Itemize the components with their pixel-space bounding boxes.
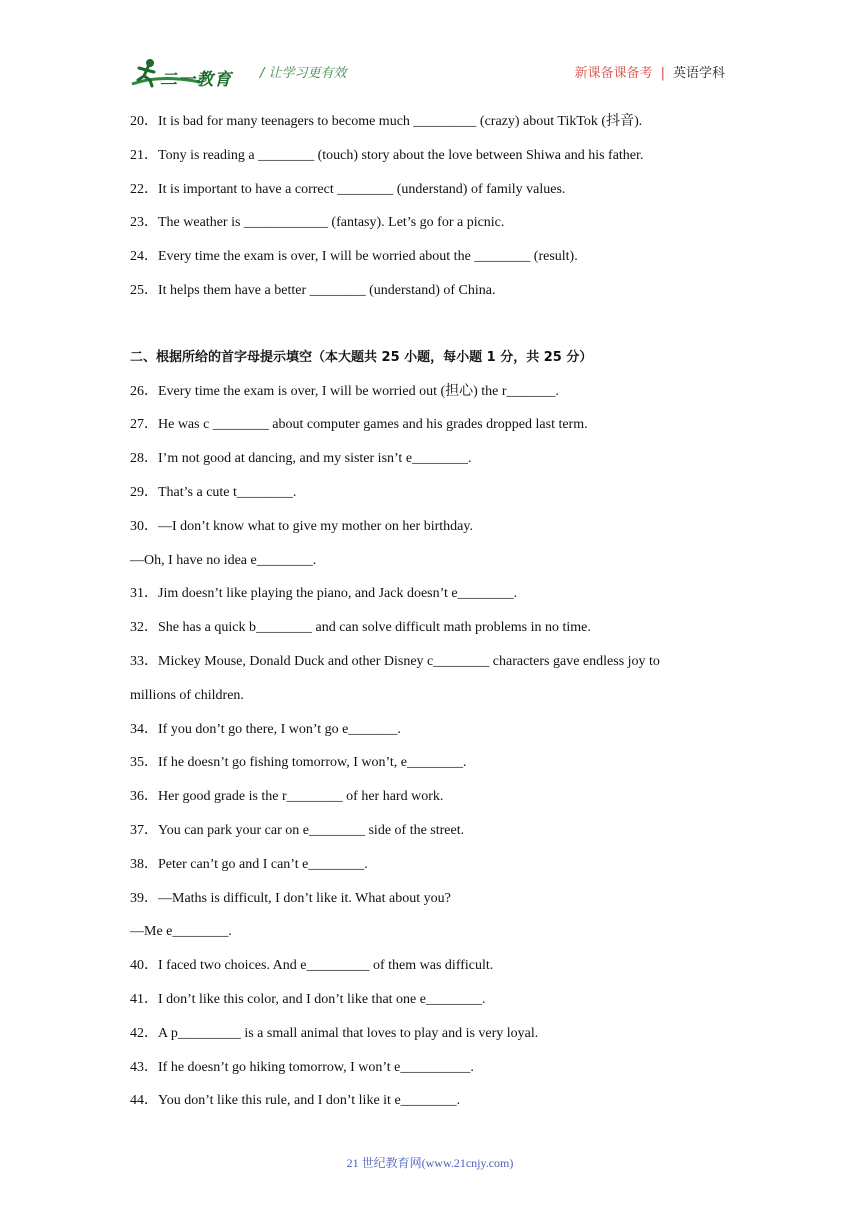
question-line: 25．It helps them have a better ________ (understand) of China.	[130, 282, 496, 298]
question-line: 39．—Maths is difficult, I don’t like it. What about you?	[130, 890, 451, 906]
question-line: 29．That’s a cute t________.	[130, 484, 297, 500]
question-line: 28．I’m not good at dancing, and my sister isn’t e________.	[130, 451, 472, 467]
logo	[130, 56, 242, 90]
section-title: 二、根据所给的首字母提示填空（本大题共 25 小题，每小题 1 分，共 25 分）	[130, 349, 593, 365]
page-header	[130, 52, 725, 92]
question-line: 32．She has a quick b________ and can solve difficult math problems in no time.	[130, 620, 591, 636]
question-line: 37．You can park your car on e________ side of the street.	[130, 822, 465, 838]
question-line: 43．If he doesn’t go hiking tomorrow, I won’t e__________.	[130, 1059, 474, 1075]
question-line: —Me e________.	[130, 924, 232, 940]
header-course-label: 新课备课备考	[574, 66, 653, 81]
logo-text: 二一教育	[160, 70, 232, 90]
question-line: 40．I faced two choices. And e_________ of them was difficult.	[130, 958, 494, 974]
header-separator: |	[660, 66, 665, 81]
header-right	[575, 62, 725, 81]
question-line: —Oh, I have no idea e________.	[130, 552, 317, 568]
question-line: 27．He was c ________ about computer games and his grades dropped last term.	[130, 417, 588, 433]
question-line: 21．Tony is reading a ________ (touch) story about the love between Shiwa and his father.	[130, 147, 644, 163]
header-slogan: / 让学习更有效	[260, 66, 347, 81]
question-line: 31．Jim doesn’t like playing the piano, and Jack doesn’t e________.	[130, 586, 518, 602]
spacer	[130, 315, 730, 348]
question-line: 20．It is bad for many teenagers to become much _________ (crazy) about TikTok (抖音).	[130, 114, 643, 129]
question-line: millions of children.	[130, 687, 244, 703]
question-line: 34．If you don’t go there, I won’t go e_______.	[130, 721, 401, 737]
header-subject: 英语学科	[672, 66, 725, 81]
question-line: 24．Every time the exam is over, I will be worried about the ________ (result).	[130, 249, 578, 265]
document-body	[130, 112, 730, 1125]
question-line: 44．You don’t like this rule, and I don’t like it e________.	[130, 1093, 461, 1109]
question-line: 22．It is important to have a correct ________ (understand) of family values.	[130, 181, 566, 197]
question-line: 35．If he doesn’t go fishing tomorrow, I won’t, e________.	[130, 755, 467, 771]
question-line: 26．Every time the exam is over, I will be worried out (担心) the r_______.	[130, 383, 560, 399]
question-line: 41．I don’t like this color, and I don’t like that one e________.	[130, 991, 486, 1007]
page-footer: 21 世纪教育网(www.21cnjy.com)	[346, 1156, 514, 1170]
question-line: 42．A p_________ is a small animal that loves to play and is very loyal.	[130, 1025, 539, 1041]
question-line: 38．Peter can’t go and I can’t e________.	[130, 856, 368, 872]
question-line: 33．Mickey Mouse, Donald Duck and other Disney c________ characters gave endless joy to	[130, 653, 660, 669]
question-line: 23．The weather is ____________ (fantasy). Let’s go for a picnic.	[130, 215, 505, 231]
question-line: 36．Her good grade is the r________ of her hard work.	[130, 789, 444, 805]
question-line: 30．—I don’t know what to give my mother on her birthday.	[130, 518, 473, 534]
